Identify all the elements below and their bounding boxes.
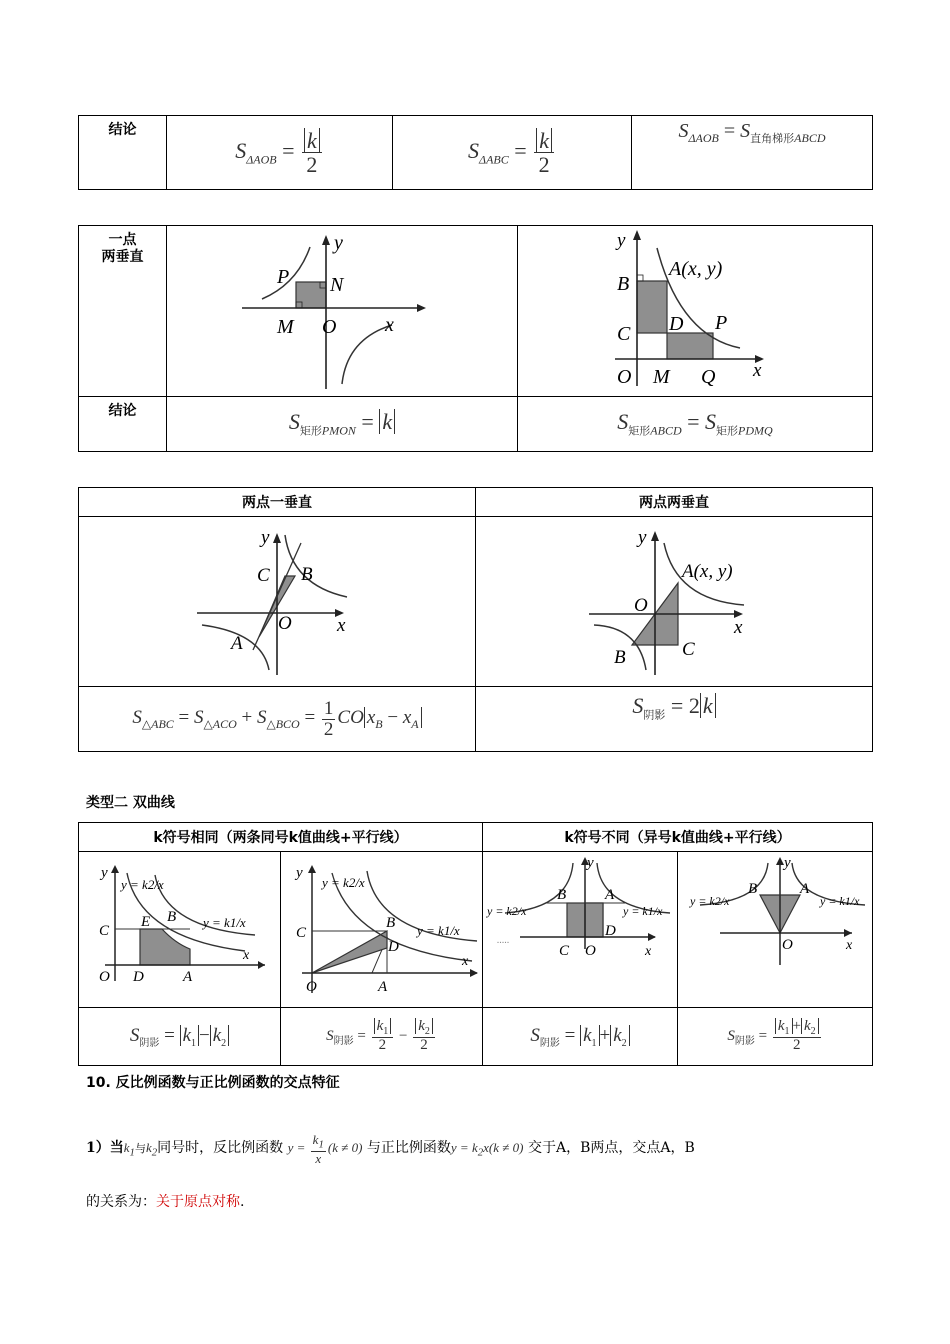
figure-diff-sign-rect: [485, 853, 675, 1003]
label-a: A: [377, 978, 387, 995]
figure-diff-sign-triangle: [680, 853, 870, 1003]
label-y: y: [587, 854, 594, 871]
formula-cell-abcd: [518, 396, 873, 451]
label-b: B: [614, 646, 626, 668]
paragraph-intersection: 1）当$k_1$与$k_2$同号时，反比例函数 y = $\frac{k_1}{x}$ (k ≠ 0) 与正比例函数$y = k_2x(k \ne 0)$ 交于A，B两点，交点A，B: [86, 1131, 695, 1166]
label-a: A(x, y): [682, 560, 733, 582]
formula-cell-pmon: [167, 396, 518, 451]
label-q: Q: [701, 366, 716, 389]
paragraph-relation: 的关系为：关于原点对称.: [86, 1194, 245, 1210]
formula-area-shadow: $S_{阴影} = 2$ k: [632, 693, 715, 718]
label-x: x: [385, 313, 394, 336]
formula-same-1: $S_{阴影} = k_1 - k_2$: [130, 1025, 229, 1046]
formula-diff-1: $S_{阴影} = k_1 + k_2$: [530, 1025, 629, 1046]
label-f1: y = k1/x: [820, 893, 860, 908]
label-d: D: [605, 922, 616, 939]
label-e: E: [140, 913, 150, 930]
label-f1: y = k1/x: [416, 922, 460, 938]
label-o: O: [322, 315, 337, 338]
label-m: M: [277, 315, 294, 338]
label-o: O: [305, 978, 317, 995]
label-o: O: [278, 612, 292, 634]
formula-cell-diff-2: [678, 1008, 873, 1066]
formula-area-triangle-abc: $S_{\triangle ABC} = S_{\triangle ACO} + S_{\triangle BCO}$ = $\frac{1}{2}$ CO $x_B - x_A$: [132, 707, 421, 728]
label-b: B: [557, 886, 567, 903]
shaded-rectangle: [296, 282, 326, 308]
figure-same-sign-triangle: [282, 853, 482, 1003]
formula-cell-diff-1: [483, 1008, 678, 1066]
label-n: N: [330, 273, 344, 296]
formula-cell-2: [393, 116, 632, 190]
label-b: B: [166, 908, 176, 925]
formula-direct: $y = k_2x(k \ne 0)$: [450, 1140, 524, 1159]
section-ten-title: 10. 反比例函数与正比例函数的交点特征: [86, 1075, 340, 1091]
label-a: A: [182, 968, 192, 985]
label-y: y: [261, 526, 270, 548]
figure-cell-2: [518, 226, 873, 397]
formula-same-2: $S_{阴影}$ = $\frac{k_1}{2}$ − $\frac{k_2}{2}$: [326, 1028, 437, 1044]
formula-rect-abcd: $S_{矩形ABCD} = S_{矩形PDMQ}$: [617, 409, 773, 438]
label-x: x: [753, 360, 762, 382]
formula-cell-1: [167, 116, 393, 190]
header-two-points-two-perp: 两点两垂直: [476, 488, 873, 517]
formula-inverse: y = $\frac{k_1}{x}$ (k ≠ 0): [287, 1131, 363, 1166]
label-b: B: [301, 563, 313, 585]
figure-cell-1: [167, 226, 518, 397]
formula-cell-abc: [79, 687, 476, 752]
label-a: A(x, y): [669, 258, 723, 281]
figure-rect-pmon: [242, 229, 442, 389]
figure-cell-diff-1: [483, 852, 678, 1008]
label-m: M: [653, 366, 670, 389]
label-x: x: [337, 614, 346, 636]
label-f2: y = k2/x: [120, 876, 164, 892]
table-one-point: [78, 225, 873, 452]
label-o: O: [634, 594, 648, 616]
label-f1: y = k1/x: [202, 914, 246, 930]
label-y: y: [784, 854, 791, 871]
label-c: C: [617, 323, 631, 346]
shaded-rect-right: [585, 903, 603, 937]
formula-area-aob: $S_{\Delta AOB}$ = $\frac{k}{2}$: [235, 138, 324, 163]
label-b: B: [617, 273, 630, 296]
row-label-conclusion: 结论: [79, 396, 167, 451]
label-x: x: [461, 953, 468, 969]
answer-symmetric: 关于原点对称: [156, 1194, 240, 1210]
figure-triangle-shadow: [584, 525, 764, 675]
row-label-one-point: 一点 两垂直: [79, 226, 167, 397]
label-f2: y = k2/x: [487, 903, 527, 918]
label-d: D: [669, 313, 684, 336]
figure-cell-abc: [79, 517, 476, 687]
table-double-hyperbola: [78, 822, 873, 1066]
figure-cell-same-1: [79, 852, 281, 1008]
label-o: O: [782, 936, 793, 953]
label-b: B: [748, 880, 758, 897]
label-o: O: [585, 942, 596, 959]
label-d: D: [132, 968, 144, 985]
label-dots: .....: [497, 934, 510, 946]
label-d: D: [387, 938, 399, 955]
label-x: x: [645, 943, 652, 959]
label-o: O: [98, 968, 110, 985]
formula-area-abc: $S_{\Delta ABC}$ = $\frac{k}{2}$: [468, 138, 556, 163]
label-c: C: [559, 942, 570, 959]
label-b: B: [385, 914, 395, 931]
formula-cell-same-2: [281, 1008, 483, 1066]
label-y: y: [295, 864, 303, 881]
label-o: O: [617, 366, 632, 389]
label-c: C: [98, 922, 109, 939]
label-x: x: [734, 616, 743, 638]
figure-same-sign-rect: [95, 853, 265, 1003]
row-label: 结论: [79, 116, 167, 190]
formula-rect-pmon: $S_{矩形PMON} = k$: [289, 409, 395, 434]
label-p: P: [715, 312, 728, 335]
label-p: P: [277, 265, 290, 288]
label-c: C: [295, 924, 306, 941]
formula-diff-2: $S_{阴影}$ = $\frac{k_1 + k_2}{2}$: [727, 1028, 822, 1044]
header-different-sign: k符号不同（异号k值曲线+平行线）: [483, 823, 873, 852]
formula-area-trapezoid: $S_{\Delta AOB} = S_{直角梯形ABCD}$: [678, 120, 826, 145]
formula-cell-shadow: [476, 687, 873, 752]
label-a: A: [800, 880, 810, 897]
figure-cell-same-2: [281, 852, 483, 1008]
shaded-rect-pdmq: [667, 333, 713, 359]
table-conclusion-1: [78, 115, 873, 190]
label-f2: y = k2/x: [321, 874, 365, 890]
section-type-two: 类型二 双曲线: [86, 795, 175, 811]
figure-triangle-abc: [197, 525, 357, 675]
figure-cell-shadow: [476, 517, 873, 687]
figure-rect-abcd: [605, 226, 785, 391]
label-y: y: [100, 864, 108, 881]
header-same-sign: k符号相同（两条同号k值曲线+平行线）: [79, 823, 483, 852]
formula-cell-3: [632, 116, 873, 190]
label-x: x: [242, 947, 249, 963]
label-a: A: [231, 632, 243, 654]
curve-upper: [285, 535, 347, 597]
label-c: C: [682, 638, 695, 660]
table-two-points: [78, 487, 873, 752]
label-f2: y = k2/x: [690, 893, 730, 908]
shaded-rect-abcd: [637, 281, 667, 333]
formula-cell-same-1: [79, 1008, 281, 1066]
figure-cell-diff-2: [678, 852, 873, 1008]
label-y: y: [334, 231, 343, 254]
label-f1: y = k1/x: [623, 903, 663, 918]
label-x: x: [846, 937, 853, 953]
shaded-region: [140, 929, 190, 965]
label-y: y: [638, 526, 647, 548]
header-two-points-one-perp: 两点一垂直: [79, 488, 476, 517]
label-a: A: [605, 886, 615, 903]
label-y: y: [617, 230, 626, 252]
label-c: C: [257, 564, 270, 586]
